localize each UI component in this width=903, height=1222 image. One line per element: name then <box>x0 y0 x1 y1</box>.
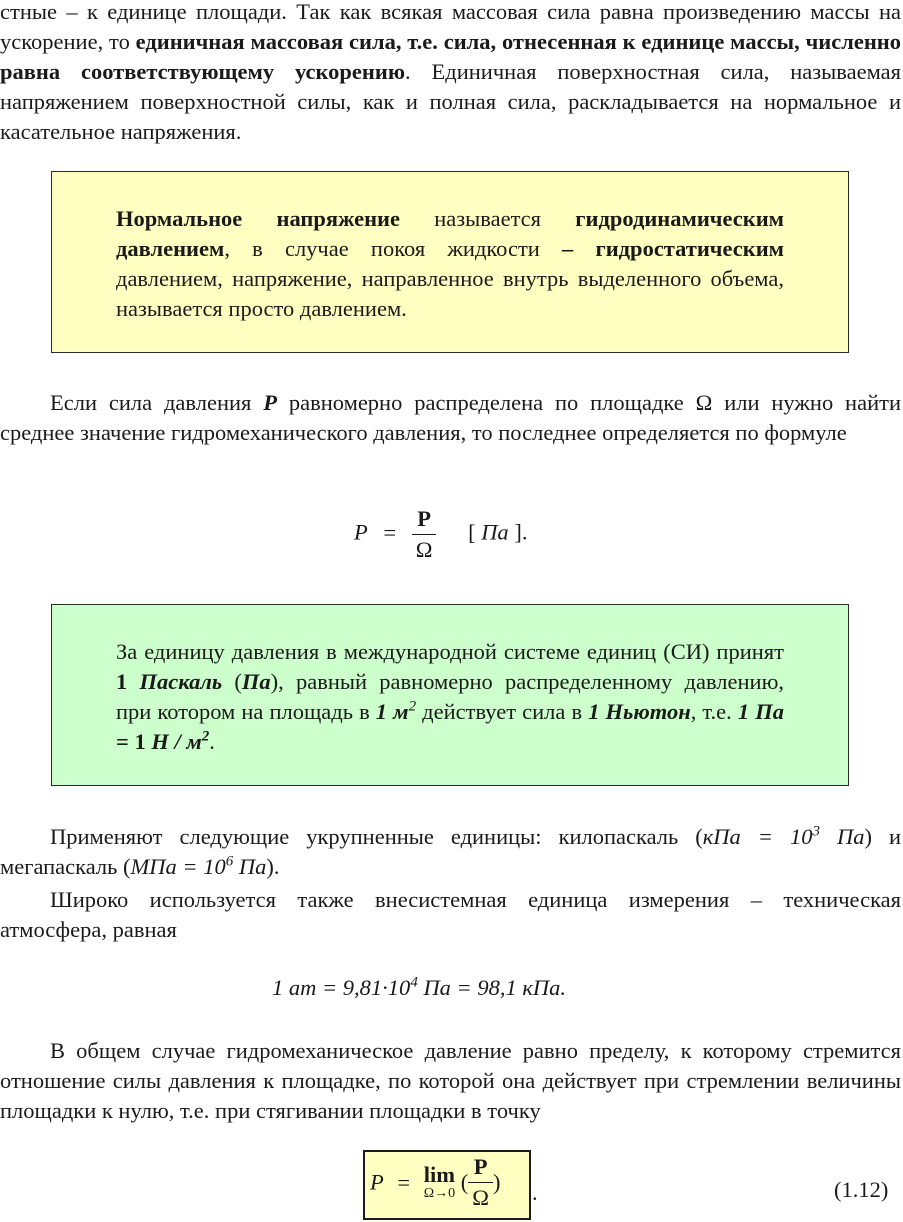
paragraph-3: Применяют следующие укрупненные единицы: килопаскаль ($кПа = 10^3$ Па) и мегапаскаль ($МПа = 10^6$ Па). <box>0 823 901 879</box>
definition-text: За единицу давления в международной системе единиц (СИ) принят 1 Паскаль (Па), равный равномерно распределенному давлению, при котором на площадь в 1 $м^2$ действует сила в 1 Ньютон, т.е. 1 Па = 1 Н / $м^2$. <box>116 639 784 754</box>
definition-box-pressure <box>51 171 849 353</box>
formula-pressure-limit: P = lim Ω→0 ( $\frac{P}{\Omega}$ ) <box>370 1152 500 1220</box>
paragraph-5: В общем случае гидромеханическое давление равно пределу, к которому стремится отношение силы давления к площадке, по которой она действует при стремлении величины площадки к нулю, т.е. при стягивании площадки в точку <box>0 1038 901 1123</box>
fraction: $\frac{P}{\Omega}$ <box>468 1152 493 1213</box>
paragraph-2: Если сила давления P равномерно распределена по площадке Ω или нужно найти среднее значение гидромеханического давления, то последнее определяется по формуле <box>0 390 901 445</box>
paragraph-1: стные – к единице площади. Так как всякая массовая сила равна произведению массы на ускорение, то единичная массовая сила, т.е. сила, отнесенная к единице массы, численно равна соответствующему ускорению. Единичная поверхностная сила, называемая напряжением поверхностной силы, как и полная сила, раскладывается на нормальное и касательное напряжения. <box>0 0 902 144</box>
limit-operator: lim Ω→0 <box>423 1161 456 1201</box>
formula-average-pressure: P = $\frac{P}{\Omega}$ [ Па ]. <box>354 504 527 565</box>
definition-text: Нормальное напряжение называется гидродинамическим давлением, в случае покоя жидкости – гидростатическим давлением, напряжение, направленное внутрь выделенного объема, называется просто давлением. <box>116 206 785 321</box>
equation-number: (1.12) <box>834 1177 889 1202</box>
formula-technical-atmosphere: 1 ат = $9,81\cdot 10^4$ Па = 98,1 кПа. <box>272 974 567 1000</box>
paragraph-4: Широко используется также внесистемная единица измерения – техническая атмосфера, равная <box>0 887 901 942</box>
bold-definition-mass-force: единичная массовая сила, т.е. сила, отнесенная к единице массы, численно равна соответствующему ускорению <box>0 29 901 84</box>
formula-end-period: . <box>532 1180 538 1205</box>
fraction: $\frac{P}{\Omega}$ <box>412 504 437 565</box>
definition-box-pascal <box>51 604 849 786</box>
